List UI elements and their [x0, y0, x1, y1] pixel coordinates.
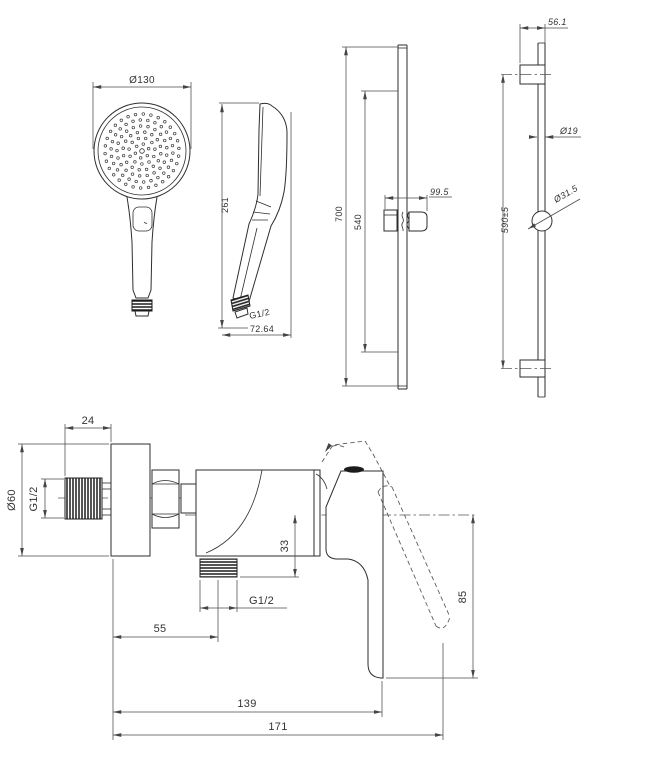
dim-rail-diameter: [529, 126, 581, 137]
outlet-thread-knurl: [200, 559, 237, 577]
dim-outlet-drop-label: 33: [279, 539, 291, 553]
spray-face-center: [140, 149, 145, 154]
dim-total-length-label: 171: [268, 721, 288, 733]
button-mark: [144, 222, 147, 223]
shower-head-face: [98, 107, 186, 195]
dim-handshower-diameter: [93, 75, 191, 149]
thread-relief-bottom: [102, 509, 111, 515]
dim-handle-drop-label: 85: [457, 590, 469, 604]
dim-holder-width-label: 99.5: [430, 187, 449, 197]
dim-inlet-length-label: 24: [81, 415, 95, 427]
diverter-button: [133, 207, 152, 231]
slider-holder: [384, 210, 427, 231]
dim-rail-total-length-label: 700: [334, 206, 344, 222]
inlet-thread-label: G1/2: [28, 486, 40, 512]
dim-handshower-width-label: 72.64: [249, 324, 275, 334]
nut-body-connector: [181, 484, 196, 513]
dim-handshower-diameter-label: Ø130: [129, 75, 155, 86]
handle-cap: [344, 466, 364, 472]
dim-total-length: [113, 643, 443, 740]
mixer-body: [196, 470, 314, 556]
hand-shower-side-view: [218, 103, 291, 338]
handshower-side-profile: [233, 103, 287, 305]
dim-outlet-offset: [113, 559, 218, 740]
dim-slider-diameter-label: Ø31.5: [552, 183, 580, 205]
handshower-thread-label: G1/2: [248, 306, 271, 321]
pivot-joint-lines: [252, 201, 271, 220]
shower-rail-front-view: [334, 45, 452, 389]
shower-mixer-view: [6, 415, 478, 740]
shower-rail-side-view: [500, 17, 581, 397]
connector-tip: [135, 311, 149, 316]
face-edge-line: [260, 107, 263, 196]
wall-flange: [111, 444, 150, 556]
inlet-thread-knurl: [65, 478, 102, 519]
thread-relief-top: [102, 483, 111, 489]
dim-holder-width: [385, 187, 452, 211]
dim-handshower-height-label: 261: [220, 197, 230, 213]
dim-flange-diameter-label: Ø60: [6, 489, 18, 511]
dim-inlet-thread: [28, 479, 64, 518]
dim-rail-bar-length-label: 540: [353, 214, 363, 230]
dim-bracket-depth: [520, 17, 568, 63]
shower-head-rim: [94, 103, 190, 199]
dim-body-length-label: 139: [237, 698, 257, 710]
handle-lever: [326, 471, 383, 678]
dim-bracket-depth-label: 56.1: [548, 17, 567, 27]
hand-shower-front-view: [93, 75, 191, 316]
dim-handle-drop: [386, 515, 478, 678]
union-nut: [152, 470, 179, 528]
handshower-connector-knurl: [132, 300, 152, 311]
dim-body-length: [113, 681, 382, 717]
spray-nozzles: [104, 113, 180, 190]
dim-outlet-offset-label: 55: [153, 623, 167, 635]
dim-inlet-length: [65, 415, 111, 476]
dim-bracket-span-label: 590±5: [500, 206, 510, 234]
dim-rail-diameter-label: Ø19: [560, 126, 578, 136]
handshower-handle: [127, 197, 157, 298]
dim-outlet-thread: [200, 580, 287, 612]
outlet-thread-label: G1/2: [249, 595, 275, 607]
dim-bracket-span: [500, 75, 510, 369]
handle-inner-line: [240, 228, 257, 300]
body-collar: [314, 470, 320, 556]
